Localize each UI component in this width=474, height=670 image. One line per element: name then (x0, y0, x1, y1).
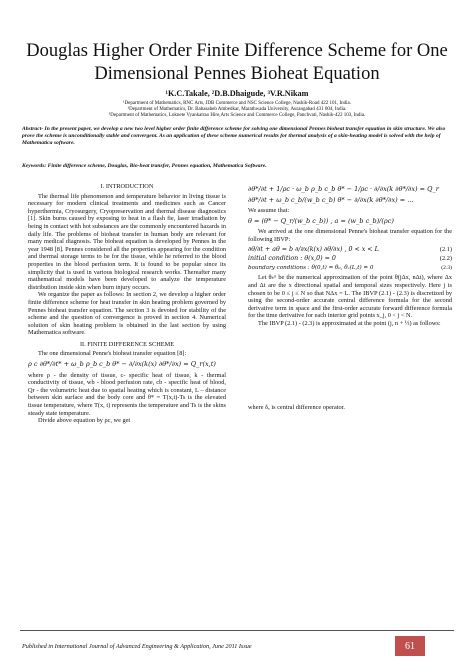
central-difference-text: where δₓ is central difference operator. (248, 403, 345, 411)
equation-2-2-row (248, 255, 452, 263)
footer-citation: Published in International Journal of Advanced Engineering & Application, June 2011 Issue (22, 643, 252, 650)
paper-title: Douglas Higher Order Finite Difference Scheme for One Dimensional Pennes Bioheat Equation (26, 41, 448, 84)
assume-text: We assume that: (248, 207, 290, 215)
equation-divided-2: ∂θ*/∂t + ω_b c_b/(w_b c_b) θ* − ∂/∂x(k ∂θ*/∂x) = ... (248, 195, 414, 204)
equation-divided-1: ∂θ*/∂t + 1/ρc · ω_b ρ_b c_b θ* − 1/ρc · ∂/∂x(k ∂θ*/∂x) = Q_r (248, 185, 439, 193)
page-number-box: 61 (395, 636, 425, 656)
equation-2-3-number: (2.3) (441, 264, 452, 271)
footer-rule (20, 630, 454, 631)
numerical-paragraph: Let θₖⁿ be the numerical approximation of the point θ(jΔx, nΔt), where Δx and Δt are the x directional spatial and temporal sizes respectively. Here j is chosen to be 0 ≤ j ≤ N so that NΔx = L. The IBVP (2.1) - (2.3) is discretized by using the second-order accurate central difference formula for the second derivative term in space and the first-order accurate forward difference formula for the time derivative for each interior grid points x_j, 0 < j < N. (248, 274, 452, 320)
paper-authors: ¹K.C.Takale, ²D.B.Dhaigude, ³V.R.Nikam (165, 89, 309, 98)
abstract: Abstract- In the present paper, we develop a new two level higher order finite difference scheme for solving one dimensional Pennes bioheat transfer equation in skin structure. We also prove the scheme is unconditionally stable and convergent. As an application of these scheme numerical results for thermal analysis of a skin-heating model is solved with the help of Mathematica software. (22, 126, 446, 146)
intro-paragraph-1: The thermal life phenomenon and temperature behavior in living tissue is necessary for modern clinical treatments and medicines such as Cancer hyperthermia, Cryosurgery, Cryopreservation and thermal disease diagnostics [1]. Skin burns caused by exposing to heat in a flash fie, laser irradiation by being in contact with hot substances are the commonly encountered hazards in daily life. The problems of bioheat transfer in human body are relevant for many medical diagnosis. The bioheat equation is developed by Pennes in the year 1948 [8]. Pennes considered all the properties appearing for the condition and thermal storage terms to be for the tissue, while he referred to the blood properties in the blood perfusion term. It is found to be popular since its simplicity that is used in various biological research works. Thereafter many mathematical models have been developed to analyze the temperature distribution inside skin when burn injury occurs. (28, 192, 226, 291)
equation-2-3-row (248, 265, 452, 273)
keywords: Keywords: Finite difference scheme, Douglas, Bio-heat transfer, Pennes equation, Mathematica Software. (22, 163, 267, 169)
section-heading-introduction: I. INTRODUCTION (100, 183, 154, 190)
scheme-intro: The one dimensional Penne's bioheat transfer equation [8]: (38, 350, 187, 358)
arrived-text: We arrived at the one dimensional Penne's bioheat transfer equation for the following IBVP: (248, 228, 452, 243)
equation-assume: θ = (θ* − Q_r/(w_b c_b)) , a = (w_b c_b)/(ρc) (248, 216, 394, 225)
equation-2-2: initial condition : θ(x,0) = 0 (248, 255, 336, 263)
affiliations (20, 101, 454, 120)
equation-2-3: boundary conditions : θ(0,t) = θ₀, θₓ(L,t) = 0 (248, 264, 374, 271)
affiliation-3: ³Department of Mathematics, Loknete Vyankatrao Hire,Arts Science and Commerce College, Panchvati, Nashik-422 103, India. (108, 113, 366, 119)
divide-text: Divide above equation by ρc, we get (38, 417, 131, 425)
discretized-equation-block (248, 331, 452, 401)
equation-pennes: ρ c ∂θ*/∂t* + ω_b ρ_b c_b θ* − ∂/∂x(k(x) ∂θ*/∂x) = Q_r(x,t) (28, 360, 216, 369)
right-column (248, 183, 452, 411)
equation-2-2-number: (2.2) (439, 255, 452, 263)
left-column (28, 183, 226, 425)
ibvp-text: The IBVP (2.1) - (2.3) is approximated at the point (j, n + ½) as follows: (258, 319, 441, 327)
affiliation-1: ¹Department of Mathematics, RNC Arts, JDB Commerce and NSC Science College, Nashik-Road 422 101, India. (123, 101, 351, 106)
equation-2-1-number: (2.1) (439, 245, 452, 253)
intro-paragraph-2: We organize the paper as follows: In section 2, we develop a higher order finite difference scheme for heat transfer in skin heating problem governed by Pennes bioheat transfer equation. The section 3 is devoted for stability of the scheme and the question of convergence is proved in section 4. Numerical solution of skin heating problem is obtained in the last section by using Mathematica software. (28, 291, 226, 337)
where-paragraph: where ρ - the density of tissue, c- specific heat of tissue, k - thermal conductivity of tissue, wb - blood perfusion rate, cb - specific heat of blood, Qr - the volumetric heat due to spatial heating which is constant, L – distance between skin surface and the body core and θ* = T(x,t)-Ts is the elevated tissue temperature, where T(x, t) represents the temperature and Ts is the skins steady state temperature. (28, 371, 226, 417)
affiliation-2: ²Department of Mathematics, Dr. Babasaheb Ambedkar, Marathwada University, Aurangabad 431 004, India. (127, 107, 347, 113)
section-heading-finite-difference: II. FINITE DIFFERENCE SCHEME (79, 340, 175, 348)
equation-2-1: ∂θ/∂t + aθ = b ∂/∂x(k(x) ∂θ/∂x) , 0 < x < L (248, 245, 379, 253)
equation-2-1-row (248, 246, 452, 254)
